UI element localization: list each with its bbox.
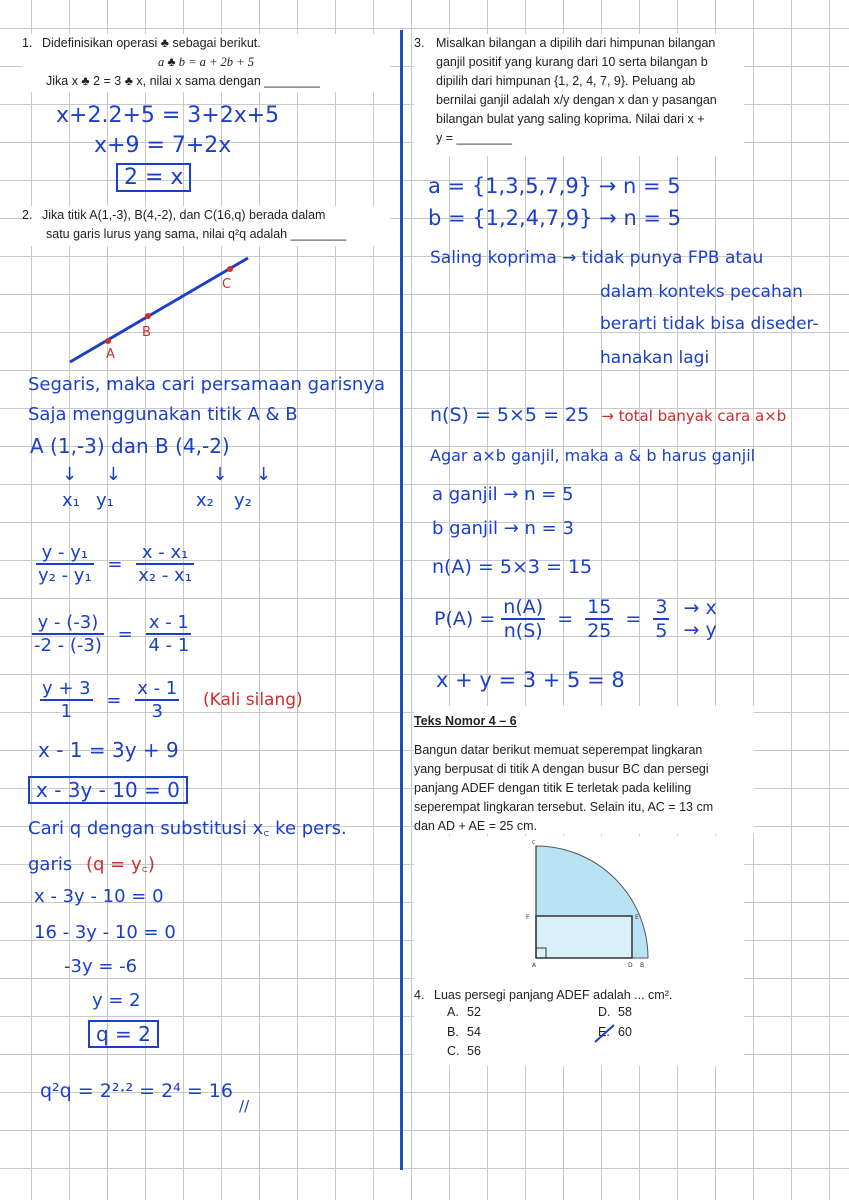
eq1-equals: = (107, 553, 123, 575)
q3-frac1-den: n(S) (503, 620, 543, 642)
teks-body-5: dan AD + AE = 25 cm. (414, 819, 537, 833)
figure-box (414, 836, 744, 970)
option-c-letter: C. (447, 1044, 460, 1058)
label-c: C (532, 840, 536, 846)
q2-final-mark: // (239, 1097, 250, 1115)
q3-text-2: ganjil positif yang kurang dari 10 serta bilangan b (436, 55, 708, 69)
eq2-left-num: y - (-3) (32, 612, 104, 635)
q2-sub-y2: y₂ (234, 490, 252, 511)
q3-set-b: b = {1,2,4,7,9} → n = 5 (428, 206, 682, 230)
column-divider (400, 30, 403, 1170)
q2-eq2 (32, 612, 191, 656)
q2-number: 2. (22, 208, 33, 222)
q2-eq1 (36, 542, 194, 586)
option-c-value: 56 (467, 1044, 481, 1058)
q3-text-5: bilangan bulat yang saling koprima. Nilai dari x + (436, 112, 705, 126)
teks-body-3: panjang ADEF dengan titik E terletak pada keliling (414, 781, 692, 795)
teks-title: Teks Nomor 4 – 6 (414, 714, 517, 728)
q3-frac2-num: 15 (587, 596, 612, 618)
point-a-dot (105, 338, 111, 344)
option-d-value: 58 (618, 1005, 632, 1019)
option-a-value: 52 (467, 1005, 481, 1019)
q2-step-3: -3y = -6 (64, 956, 138, 977)
label-e: E (635, 914, 639, 921)
q3-y-label: → y (683, 619, 717, 641)
teks-box (414, 706, 754, 834)
q3-koprima-1: Saling koprima → tidak punya FPB atau (430, 248, 764, 268)
eq2-right-num: x - 1 (146, 612, 191, 635)
check-stroke (595, 1025, 614, 1042)
eq2-left-den: -2 - (-3) (34, 635, 102, 656)
q2-line-figure (60, 250, 260, 365)
option-c[interactable] (447, 1044, 481, 1058)
q3-koprima-3: berarti tidak bisa diseder- (600, 314, 819, 334)
option-d-letter: D. (598, 1005, 611, 1019)
q2-sub-x2: x₂ (196, 490, 214, 511)
point-c-dot (227, 266, 233, 272)
q1-box (22, 34, 390, 92)
eq2-equals: = (117, 623, 133, 645)
q2-red2-garis: garis (28, 854, 73, 875)
q3-x-label: → x (683, 597, 717, 619)
q3-aganjil: a ganjil → n = 5 (432, 484, 574, 505)
eq3-equals: = (106, 689, 122, 711)
q2-line2: satu garis lurus yang sama, nilai q²q adalah ________ (46, 227, 347, 241)
q2-red2-paren: (q = y꜀) (85, 854, 155, 875)
q4-number: 4. (414, 988, 425, 1002)
q3-eq-sign-1: = (557, 608, 574, 630)
q1-work-2: x+9 = 7+2x (94, 133, 232, 158)
point-a-label: A (106, 347, 115, 362)
rectangle-adef (536, 916, 632, 958)
label-b: B (640, 962, 645, 969)
q3-frac1-num: n(A) (503, 596, 544, 618)
q2-points: A (1,-3) dan B (4,-2) (30, 434, 230, 458)
q2-red-1: Segaris, maka cari persamaan garisnya (28, 374, 386, 395)
q3-frac3-den: 5 (655, 620, 668, 642)
q2-step-2: 16 - 3y - 10 = 0 (34, 922, 176, 943)
q2-sub-x1: x₁ (62, 490, 80, 511)
option-d[interactable] (598, 1005, 632, 1019)
q3-frac3-num: 3 (655, 596, 668, 618)
q1-answer: 2 = x (116, 163, 191, 192)
q3-bganjil: b ganjil → n = 3 (432, 518, 574, 539)
teks-body-4: seperempat lingkaran tersebut. Selain itu, AC = 13 cm (414, 800, 714, 814)
option-b[interactable] (447, 1025, 481, 1039)
option-e-letter: E. (598, 1025, 610, 1039)
q3-na: n(A) = 5×3 = 15 (432, 556, 593, 578)
q2-line1: Jika titik A(1,-3), B(4,-2), dan C(16,q) berada dalam (42, 208, 326, 222)
q1-line1: Didefinisikan operasi ♣ sebagai berikut. (42, 36, 261, 50)
q2-box (22, 206, 390, 246)
q3-pa (434, 596, 719, 642)
q2-answer: q = 2 (88, 1020, 159, 1048)
q3-text-1: Misalkan bilangan a dipilih dari himpunan bilangan (436, 36, 716, 50)
q3-box (414, 34, 744, 156)
q2-eq3 (40, 678, 303, 722)
option-e-check-mark (592, 1022, 618, 1044)
q3-eq-sign-2: = (625, 608, 642, 630)
eq3-right-den: 3 (151, 701, 163, 722)
q2-step-1: x - 3y - 10 = 0 (34, 886, 164, 907)
q2-boxed-eq: x - 3y - 10 = 0 (28, 776, 188, 804)
q3-text-3: dipilih dari himpunan {1, 2, 4, 7, 9}. Peluang ab (436, 74, 696, 88)
q1-number: 1. (22, 36, 33, 50)
q3-pa-label: P(A) = (434, 608, 496, 630)
q2-line4: x - 1 = 3y + 9 (38, 738, 179, 762)
q2-red2-1: Cari q dengan substitusi x꜀ ke pers. (28, 818, 347, 839)
teks-body-2: yang berpusat di titik A dengan busur BC dan persegi (414, 762, 709, 776)
eq2-right-den: 4 - 1 (148, 635, 190, 656)
eq1-right-den: x₂ - x₁ (138, 565, 192, 586)
q3-ns-note: → total banyak cara a×b (601, 407, 787, 425)
q4-question: Luas persegi panjang ADEF adalah ... cm². (434, 988, 673, 1002)
eq3-right-num: x - 1 (137, 678, 178, 699)
q2-arrows: ↓ ↓ ↓ ↓ (62, 464, 272, 485)
eq1-left-den: y₂ - y₁ (38, 565, 92, 586)
eq1-left-num: y - y₁ (36, 542, 94, 565)
q3-number: 3. (414, 36, 425, 50)
option-e-value: 60 (618, 1025, 632, 1039)
q3-sum: x + y = 3 + 5 = 8 (436, 668, 625, 692)
option-b-letter: B. (447, 1025, 459, 1039)
option-a[interactable] (447, 1005, 481, 1019)
point-b-dot (145, 313, 151, 319)
q3-text-4: bernilai ganjil adalah x/y dengan x dan y pasangan (436, 93, 717, 107)
eq3-left-num: y + 3 (42, 678, 91, 699)
q3-koprima-2: dalam konteks pecahan (600, 282, 803, 302)
q3-agar: Agar a×b ganjil, maka a & b harus ganjil (430, 446, 756, 465)
option-b-value: 54 (467, 1025, 481, 1039)
q1-formula: a ♣ b = a + 2b + 5 (157, 55, 254, 69)
q1-line3: Jika x ♣ 2 = 3 ♣ x, nilai x sama dengan ________ (46, 74, 320, 88)
q3-frac2-den: 25 (587, 620, 612, 642)
q2-sub-y1: y₁ (96, 490, 114, 511)
q3-text-6: y = ________ (436, 131, 513, 145)
q3-ns-eq: n(S) = 5×5 = 25 (430, 404, 590, 426)
q3-set-a: a = {1,3,5,7,9} → n = 5 (428, 174, 681, 198)
q2-red-2: Saja menggunakan titik A & B (28, 404, 298, 425)
label-f: F (526, 914, 530, 921)
q2-step-4: y = 2 (92, 990, 141, 1011)
q3-koprima-4: hanakan lagi (600, 348, 710, 368)
label-a: A (532, 962, 537, 969)
teks-body-1: Bangun datar berikut memuat seperempat lingkaran (414, 743, 703, 757)
label-d: D (628, 962, 633, 969)
q3-ns (430, 404, 786, 426)
eq1-right-num: x - x₁ (136, 542, 194, 565)
eq3-left-den: 1 (60, 701, 73, 722)
quarter-circle-figure (414, 836, 744, 970)
kali-silang-note: (Kali silang) (202, 690, 303, 710)
q2-line (70, 258, 248, 362)
q1-work-1: x+2.2+5 = 3+2x+5 (56, 103, 280, 128)
q2-final (40, 1080, 249, 1115)
point-c-label: C (222, 277, 232, 292)
option-a-letter: A. (447, 1005, 459, 1019)
q2-red2-2 (28, 852, 155, 876)
point-b-label: B (142, 325, 151, 340)
q2-final-eq: q²q = 2²·² = 2⁴ = 16 (40, 1080, 233, 1102)
